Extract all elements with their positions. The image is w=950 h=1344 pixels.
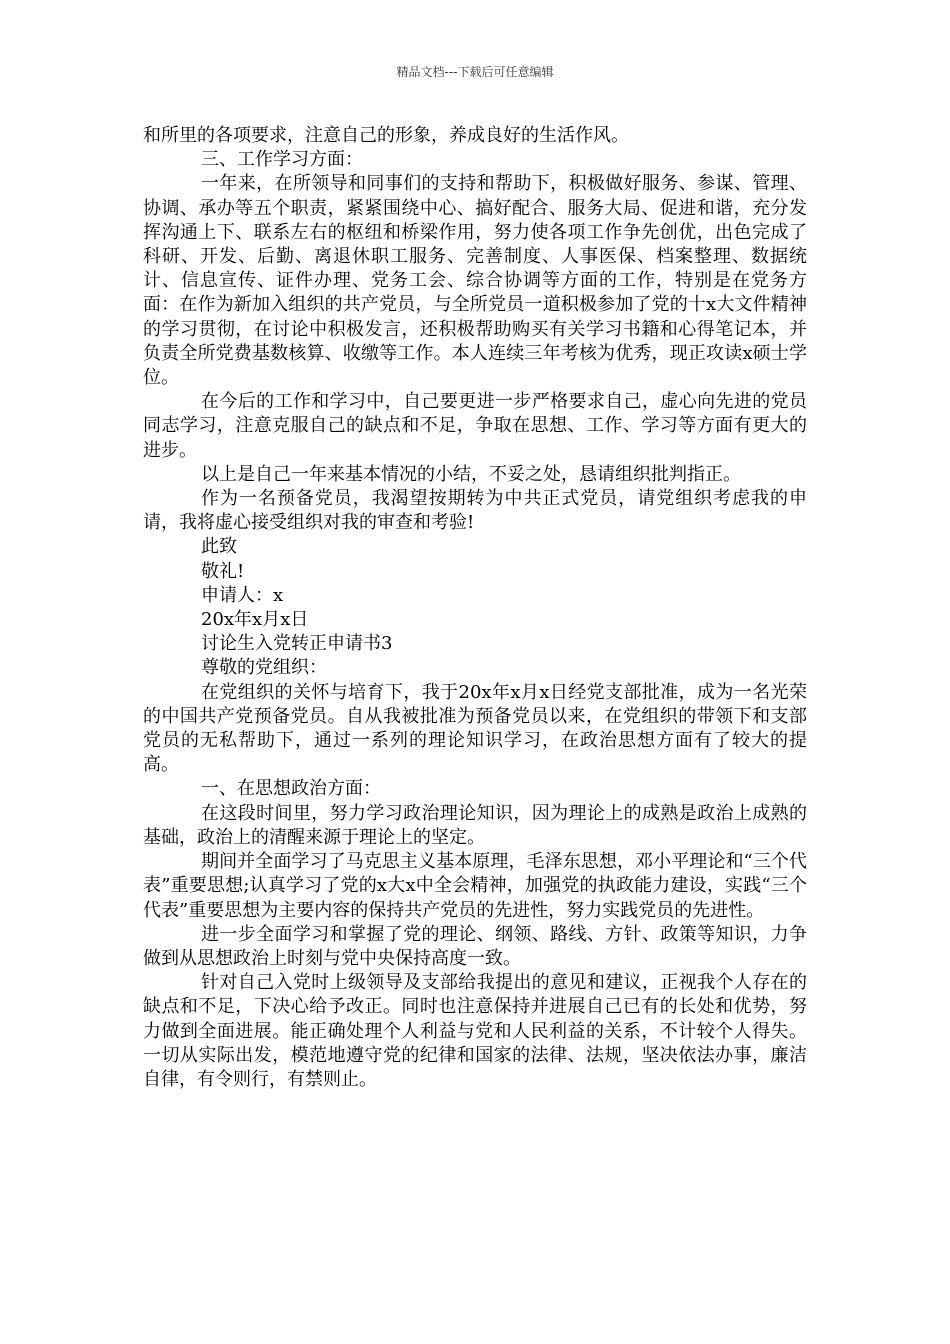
paragraph: 针对自己入党时上级领导及支部给我提出的意见和建议，正视我个人存在的缺点和不足，下决心给予改正。同时也注意保持并进展自己已有的长处和优势，努力做到全面进展。能正确处理个人利益与党和人民利益的关系，不计较个人得失。一切从实际出发，模范地遵守党的纪律和国家的法律、法规，坚决依法办事，廉洁自律，有令则行，有禁则止。 xyxy=(143,972,807,1090)
paragraph: 和所里的各项要求，注意自己的形象，养成良好的生活作风。 xyxy=(143,125,629,146)
paragraph: 在党组织的关怀与培育下，我于20x年x月x日经党支部批准，成为一名光荣的中国共产党预备党员。自从我被批准为预备党员以来，在党组织的带领下和支部党员的无私帮助下，通过一系列的理论知识学习，在政治思想方面有了较大的提高。 xyxy=(143,681,807,776)
paragraph: 一年来，在所领导和同事们的支持和帮助下，积极做好服务、参谋、管理、协调、承办等五个职责，紧紧围绕中心、搞好配合、服务大局、促进和谐，充分发挥沟通上下、联系左右的枢纽和桥梁作用，努力使各项工作争先创优，出色完成了科研、开发、后勤、离退休职工服务、完善制度、人事医保、档案整理、数据统计、信息宣传、证件办理、党务工会、综合协调等方面的工作，特别是在党务方面：在作为新加入组织的共产党员，与全所党员一道积极参加了党的十x大文件精神的学习贯彻，在讨论中积极发言，还积极帮助购买有关学习书籍和心得笔记本，并负责全所党费基数核算、收缴等工作。本人连续三年考核为优秀，现正攻读x硕士学位。 xyxy=(143,173,807,389)
section-heading: 三、工作学习方面： xyxy=(201,149,363,171)
closing-salute: 敬礼! xyxy=(201,560,245,582)
paragraph: 作为一名预备党员，我渴望按期转为中共正式党员，请党组织考虑我的申请，我将虚心接受组织对我的审查和考验! xyxy=(143,488,807,534)
paragraph: 进一步全面学习和掌握了党的理论、纲领、路线、方针、政策等知识，力争做到从思想政治上时刻与党中央保持高度一致。 xyxy=(143,923,807,969)
section-heading: 一、在思想政治方面： xyxy=(201,778,381,800)
paragraph: 期间并全面学习了马克思主义基本原理，毛泽东思想，邓小平理论和“三个代表”重要思想;认真学习了党的x大x中全会精神，加强党的执政能力建设，实践“三个代表”重要思想为主要内容的保持共产党员的先进性，努力实践党员的先进性。 xyxy=(143,851,807,921)
paragraph: 在今后的工作和学习中，自己要更进一步严格要求自己，虚心向先进的党员同志学习，注意克服自己的缺点和不足，争取在思想、工作、学习等方面有更大的进步。 xyxy=(143,391,807,461)
document-subtitle: 讨论生入党转正申请书3 xyxy=(201,633,393,655)
document-body xyxy=(143,124,807,1092)
page-header: 精品文档---下载后可任意编辑 xyxy=(396,65,554,79)
paragraph: 以上是自己一年来基本情况的小结，不妥之处，恳请组织批判指正。 xyxy=(201,463,741,485)
salutation: 尊敬的党组织： xyxy=(201,657,327,679)
date-line: 20x年x月x日 xyxy=(201,609,309,631)
paragraph: 在这段时间里，努力学习政治理论知识，因为理论上的成熟是政治上成熟的基础，政治上的清醒来源于理论上的坚定。 xyxy=(143,802,807,848)
applicant-line: 申请人：x xyxy=(201,584,284,606)
closing-line: 此致 xyxy=(201,536,237,558)
